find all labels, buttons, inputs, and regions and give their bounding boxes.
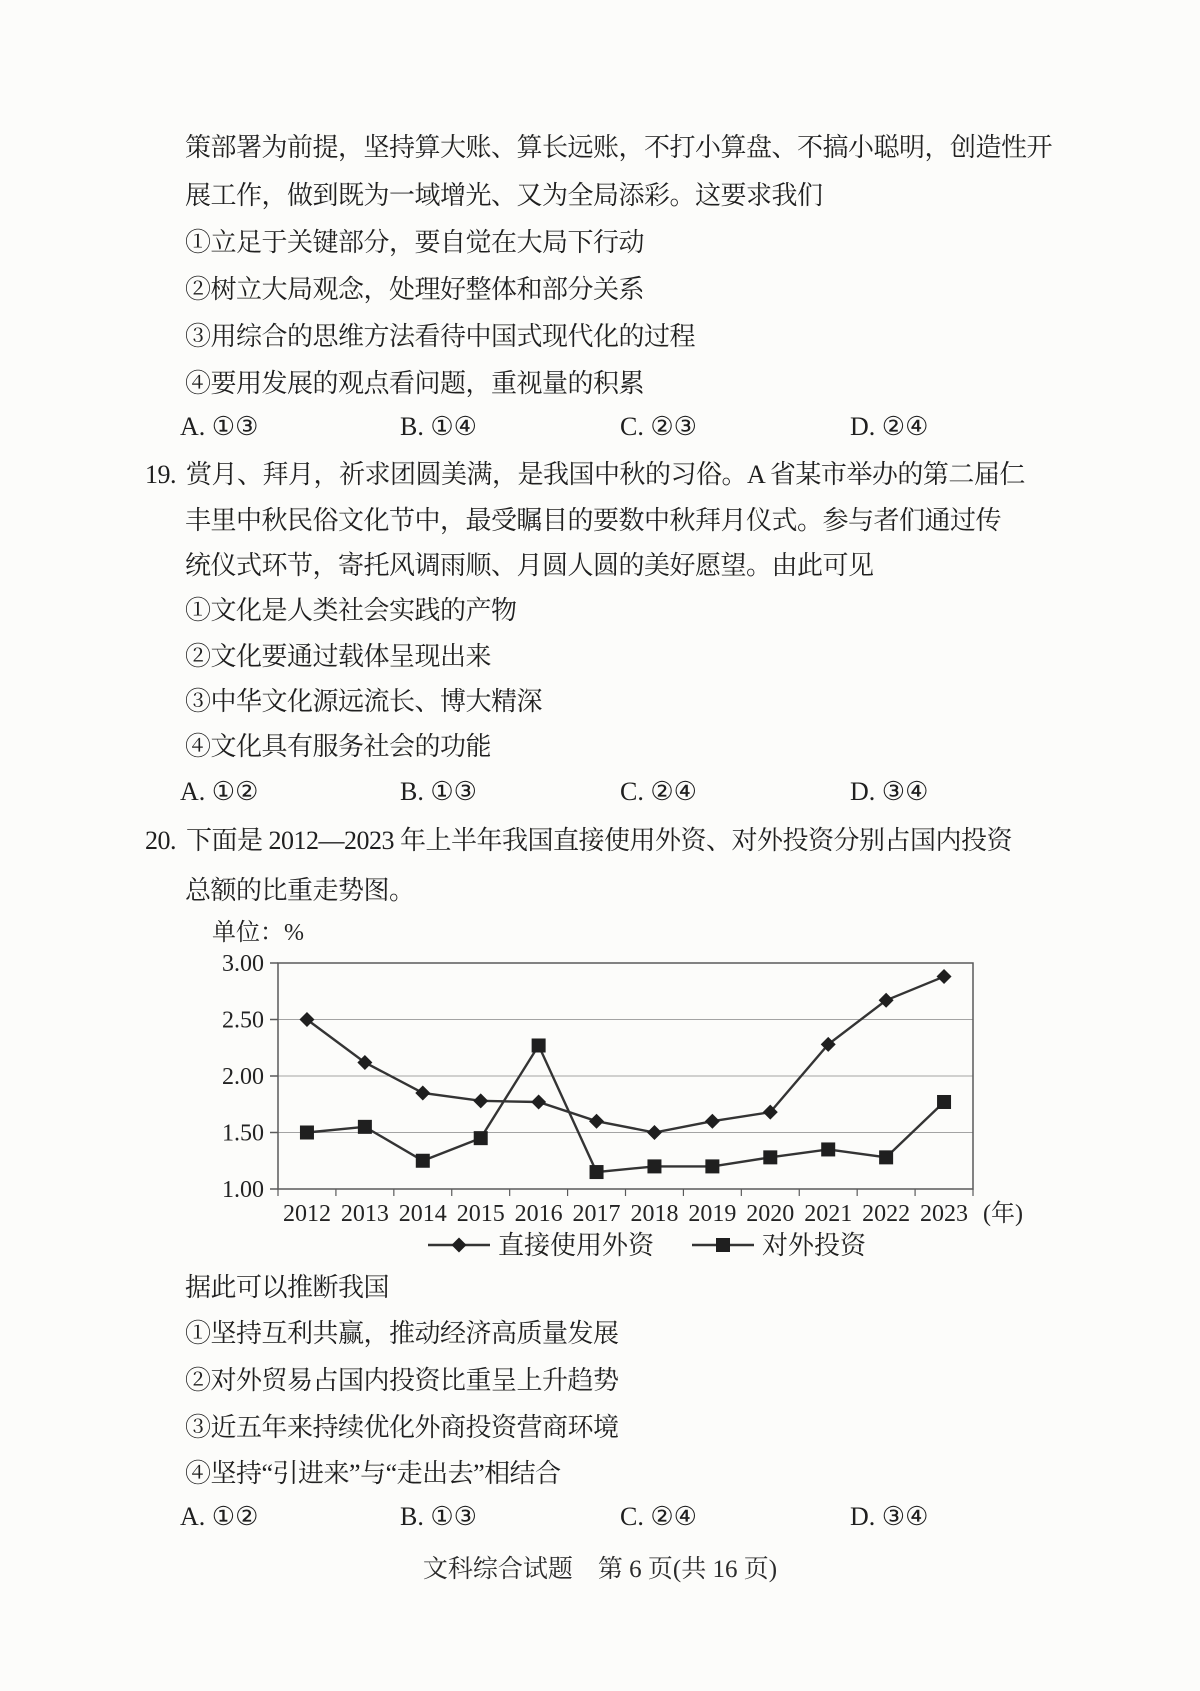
q19-text-line-2: 丰里中秋民俗文化节中，最受瞩目的要数中秋拜月仪式。参与者们通过传	[185, 506, 1002, 535]
data-point-square	[705, 1159, 719, 1173]
q19-item-4: ④文化具有服务社会的功能	[185, 732, 492, 761]
q18-item-1: ①立足于关键部分，要自觉在大局下行动	[185, 228, 645, 257]
data-point-square	[358, 1120, 372, 1134]
data-point-diamond	[473, 1093, 488, 1108]
chart-unit-label: 单位：%	[212, 920, 304, 946]
data-point-square	[474, 1131, 488, 1145]
data-point-square	[937, 1095, 951, 1109]
x-tick-label: 2016	[514, 1201, 563, 1227]
q18-item-3: ③用综合的思维方法看待中国式现代化的过程	[185, 322, 696, 351]
data-point-square	[416, 1154, 430, 1168]
x-tick-label: 2021	[804, 1201, 853, 1227]
q20-item-4: ④坚持“引进来”与“走出去”相结合	[185, 1459, 561, 1488]
data-point-square	[879, 1150, 893, 1164]
q20-text-line-2: 总额的比重走势图。	[185, 876, 415, 905]
q19-text-line-3: 统仪式环节，寄托风调雨顺、月圆人圆的美好愿望。由此可见	[185, 551, 874, 580]
q20-conclusion: 据此可以推断我国	[185, 1273, 390, 1302]
x-tick-label: 2017	[572, 1201, 621, 1227]
q18-choice-a: A. ①③	[180, 412, 259, 441]
q19-item-3: ③中华文化源远流长、博大精深	[185, 687, 543, 716]
q20-number: 20.	[145, 826, 176, 855]
y-tick-label: 1.50	[222, 1120, 264, 1147]
q20-choice-c: C. ②④	[620, 1502, 697, 1531]
q18-choice-d: D. ②④	[850, 412, 929, 441]
q20-item-1: ①坚持互利共赢，推动经济高质量发展	[185, 1319, 619, 1348]
x-tick-label: 2023	[920, 1201, 969, 1227]
series-line-square	[307, 1045, 944, 1172]
x-tick-label: 2014	[398, 1201, 447, 1227]
q18-item-2: ②树立大局观念，处理好整体和部分关系	[185, 275, 645, 304]
data-point-diamond	[589, 1114, 604, 1129]
series-line-diamond	[307, 977, 944, 1133]
q20-item-2: ②对外贸易占国内投资比重呈上升趋势	[185, 1366, 619, 1395]
q18-item-4: ④要用发展的观点看问题，重视量的积累	[185, 369, 645, 398]
trend-chart	[200, 945, 1060, 1285]
q19-item-2: ②文化要通过载体呈现出来	[185, 642, 492, 671]
legend-label: 对外投资	[762, 1231, 867, 1260]
data-point-diamond	[415, 1085, 430, 1100]
data-point-diamond	[937, 969, 952, 984]
q19-line-1	[145, 457, 1025, 493]
x-tick-label: 2020	[746, 1201, 795, 1227]
y-tick-label: 3.00	[222, 951, 264, 977]
q20-choice-a: A. ①②	[180, 1502, 259, 1531]
q18-text-line-2: 展工作，做到既为一域增光、又为全局添彩。这要求我们	[185, 181, 823, 210]
y-tick-label: 2.50	[222, 1007, 264, 1034]
q20-item-3: ③近五年来持续优化外商投资营商环境	[185, 1413, 619, 1442]
data-point-diamond	[531, 1094, 546, 1109]
legend-marker-diamond	[452, 1238, 467, 1253]
q18-choices	[180, 412, 1140, 452]
q19-choices	[180, 777, 1140, 817]
q19-choice-b: B. ①③	[400, 777, 477, 806]
data-point-diamond	[647, 1125, 662, 1140]
data-point-diamond	[705, 1114, 720, 1129]
q20-line-1	[145, 823, 1012, 859]
q18-text-line-1: 策部署为前提，坚持算大账、算长远账，不打小算盘、不搞小聪明，创造性开	[185, 133, 1053, 162]
q20-choice-d: D. ③④	[850, 1502, 929, 1531]
q18-choice-c: C. ②③	[620, 412, 697, 441]
q19-text-line-1: 赏月、拜月，祈求团圆美满，是我国中秋的习俗。A 省某市举办的第二届仁	[186, 460, 1025, 489]
page-footer: 文科综合试题 第 6 页(共 16 页)	[422, 1556, 778, 1583]
data-point-square	[647, 1159, 661, 1173]
y-tick-label: 2.00	[222, 1064, 264, 1090]
x-tick-label: 2019	[688, 1201, 737, 1227]
q20-text-line-1: 下面是 2012—2023 年上半年我国直接使用外资、对外投资分别占国内投资	[186, 826, 1013, 855]
x-tick-label: 2022	[862, 1201, 911, 1227]
q19-item-1: ①文化是人类社会实践的产物	[185, 596, 517, 625]
q19-choice-d: D. ③④	[850, 777, 929, 806]
data-point-square	[532, 1038, 546, 1052]
x-tick-label: 2012	[282, 1201, 331, 1227]
x-tick-label: 2018	[630, 1201, 679, 1227]
legend-marker-square	[716, 1238, 730, 1252]
data-point-square	[821, 1142, 835, 1156]
y-tick-label: 1.00	[222, 1177, 264, 1203]
q19-number: 19.	[145, 460, 176, 489]
x-tick-label: 2013	[340, 1201, 389, 1227]
legend-label: 直接使用外资	[498, 1231, 655, 1260]
data-point-square	[763, 1150, 777, 1164]
data-point-square	[300, 1126, 314, 1140]
q19-choice-c: C. ②④	[620, 777, 697, 806]
x-tick-label: 2015	[456, 1201, 505, 1227]
q20-choices	[180, 1502, 1140, 1542]
x-axis-suffix: (年)	[983, 1201, 1023, 1227]
data-point-square	[590, 1165, 604, 1179]
q20-choice-b: B. ①③	[400, 1502, 477, 1531]
q18-choice-b: B. ①④	[400, 412, 477, 441]
q19-choice-a: A. ①②	[180, 777, 259, 806]
